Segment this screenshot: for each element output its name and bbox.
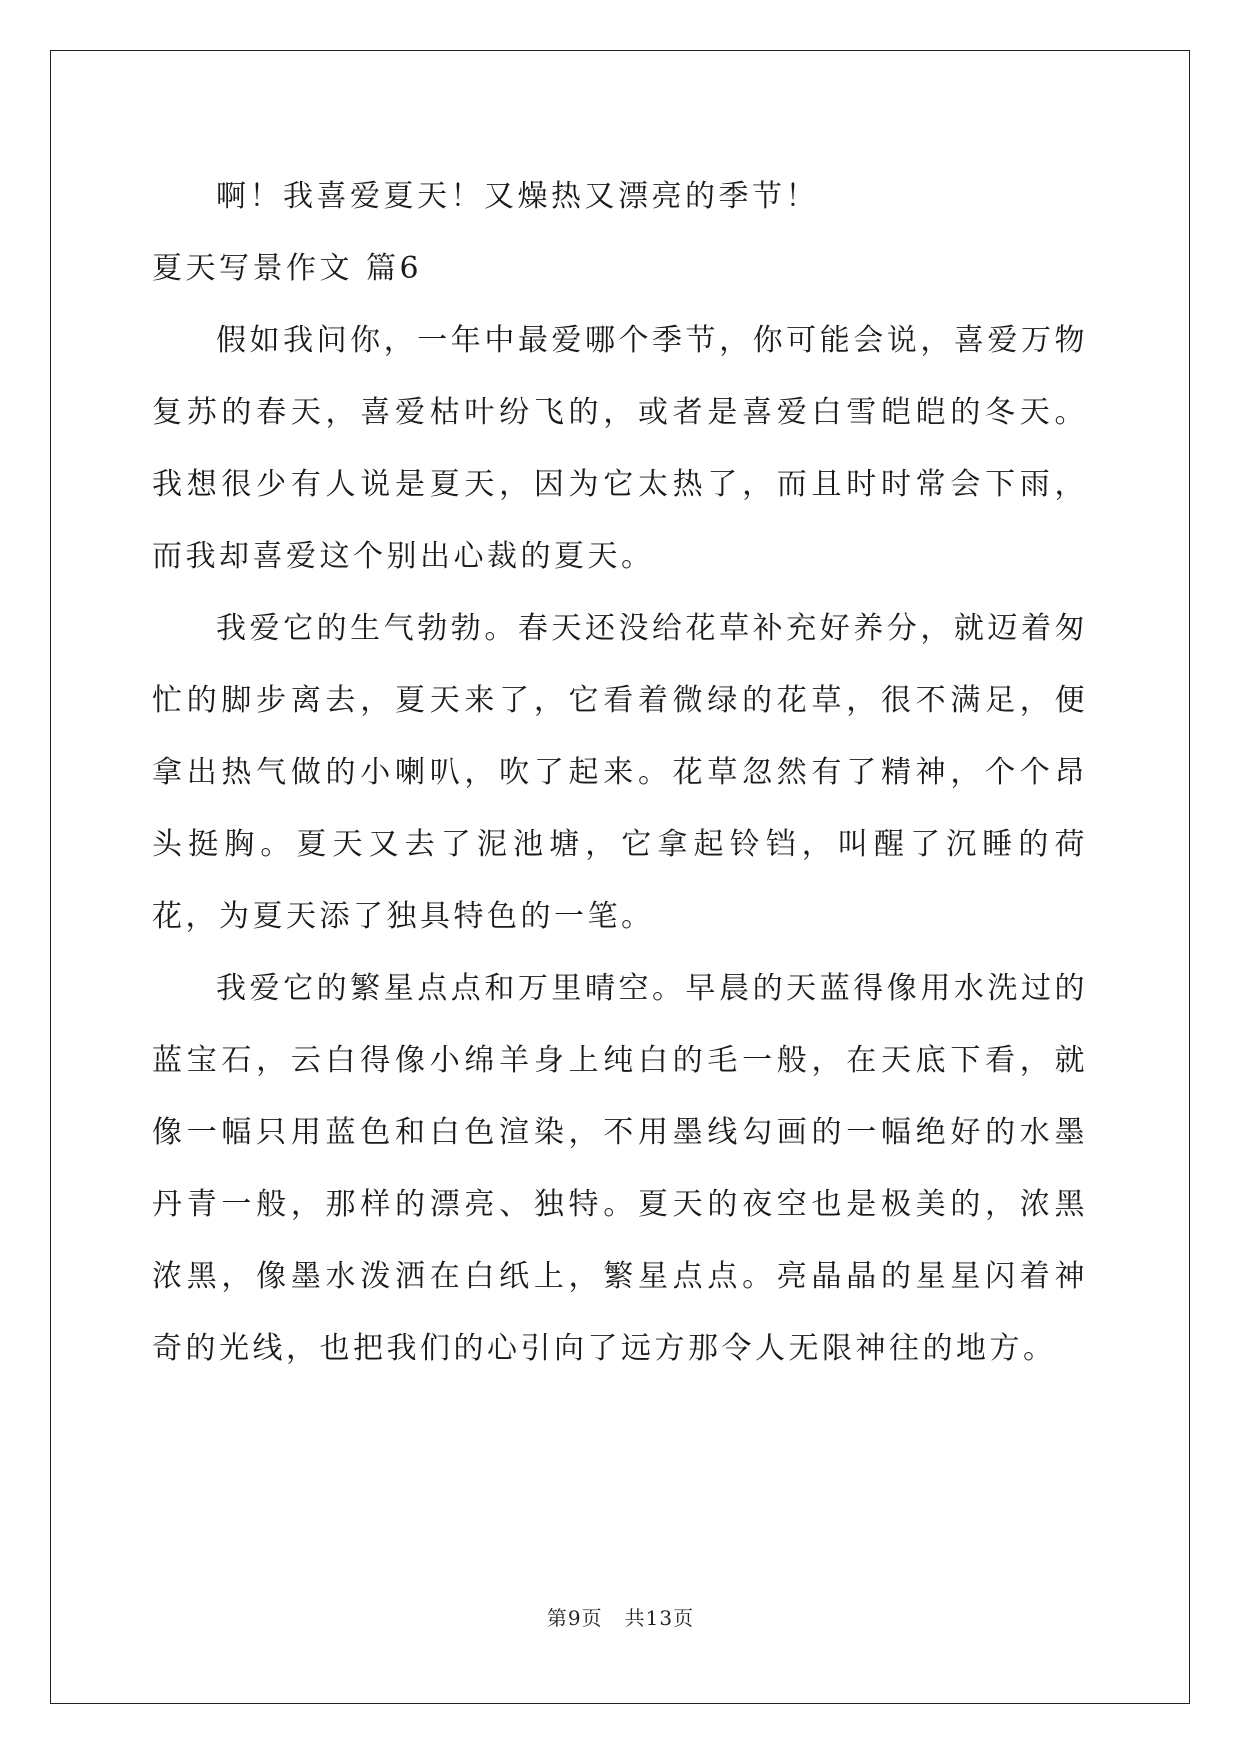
paragraph-intro: 假如我问你，一年中最爱哪个季节，你可能会说，喜爱万物复苏的春天，喜爱枯叶纷飞的，或者是喜爱白雪皑皑的冬天。我想很少有人说是夏天，因为它太热了，而且时时常会下雨，而我却喜爱这个别出心裁的夏天。 (152, 323, 1088, 574)
section-heading: 夏天写景作文 篇6 (152, 251, 423, 286)
page-number: 第9页 共13页 (546, 1606, 695, 1630)
paragraph-sky: 我爱它的繁星点点和万里晴空。早晨的天蓝得像用水洗过的蓝宝石，云白得像小绵羊身上纯白的毛一般，在天底下看，就像一幅只用蓝色和白色渲染，不用墨线勾画的一幅绝好的水墨丹青一般，那样的漂亮、独特。夏天的夜空也是极美的，浓黑浓黑，像墨水泼洒在白纸上，繁星点点。亮晶晶的星星闪着神奇的光线，也把我们的心引向了远方那令人无限神往的地方。 (152, 971, 1088, 1366)
paragraph-vitality: 我爱它的生气勃勃。春天还没给花草补充好养分，就迈着匆忙的脚步离去，夏天来了，它看着微绿的花草，很不满足，便拿出热气做的小喇叭，吹了起来。花草忽然有了精神，个个昂头挺胸。夏天又去了泥池塘，它拿起铃铛，叫醒了沉睡的荷花，为夏天添了独具特色的一笔。 (152, 611, 1088, 934)
paragraph-closing-exclamation: 啊！我喜爱夏天！又燥热又漂亮的季节！ (216, 179, 819, 214)
page-footer (0, 1602, 1241, 1631)
document-body (152, 161, 1088, 1385)
